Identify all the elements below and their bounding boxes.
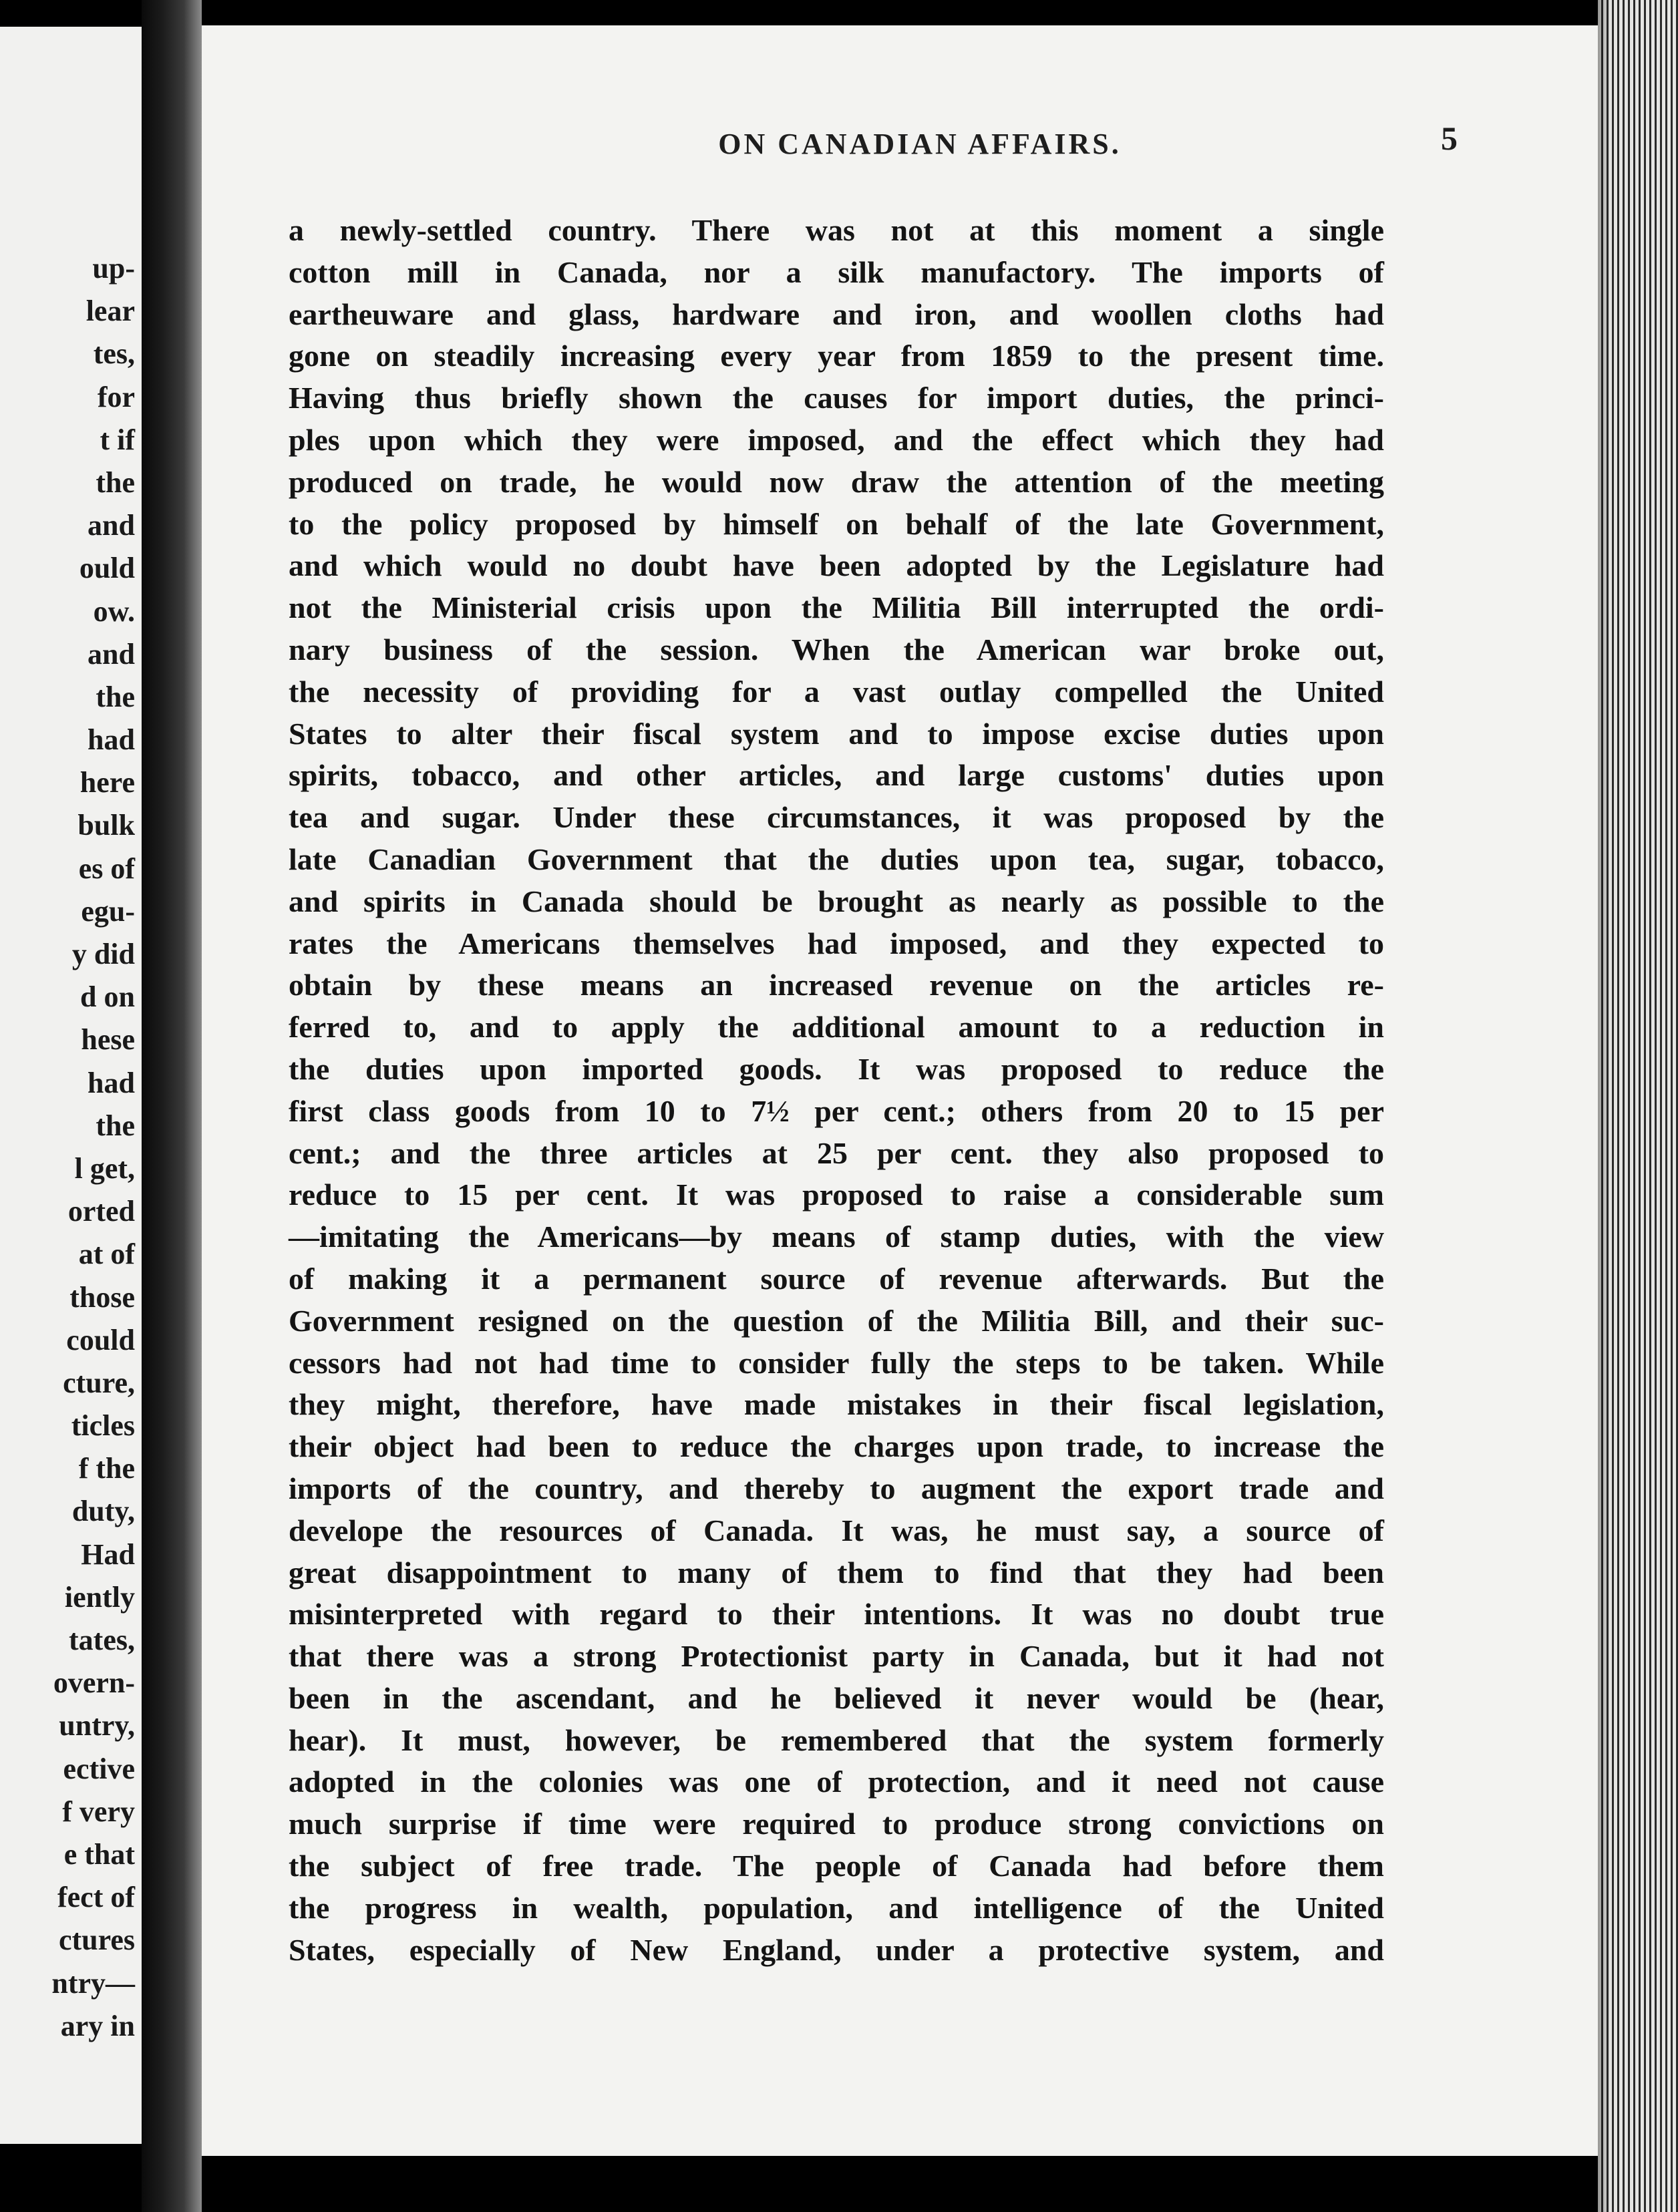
previous-page-line: the xyxy=(96,680,135,713)
previous-page-fragment xyxy=(0,27,142,2144)
text-line: develope the resources of Canada. It was, he must say, a source of xyxy=(289,1513,1384,1547)
book-gutter xyxy=(142,0,202,2212)
text-line: and which would no doubt have been adopted by the Legislature had xyxy=(289,548,1384,583)
text-line: the duties upon imported goods. It was proposed to reduce the xyxy=(289,1051,1384,1086)
text-line: that there was a strong Protectionist party in Canada, but it had not xyxy=(289,1639,1384,1674)
text-line: cent.; and the three articles at 25 per cent. they also proposed to xyxy=(289,1135,1384,1170)
previous-page-line: es of xyxy=(78,852,135,885)
previous-page-line: e that xyxy=(63,1837,135,1871)
previous-page-line: for xyxy=(97,380,135,413)
previous-page-line: ntry— xyxy=(51,1966,135,2000)
previous-page-line: up- xyxy=(92,252,135,285)
previous-page-line: hese xyxy=(81,1023,135,1057)
text-line: great disappointment to many of them to find that they had been xyxy=(289,1555,1384,1590)
text-line: ples upon which they were imposed, and the effect which they had xyxy=(289,422,1384,457)
previous-page-line: ctures xyxy=(58,1923,135,1957)
previous-page-line: and xyxy=(88,509,135,542)
previous-page-line: the xyxy=(96,466,135,499)
text-line: to the policy proposed by himself on behalf of the late Government, xyxy=(289,506,1384,541)
previous-page-line: ow. xyxy=(93,594,135,628)
previous-page-line: duty, xyxy=(71,1495,135,1528)
text-line: not the Ministerial crisis upon the Militia Bill interrupted the ordi- xyxy=(289,590,1384,625)
previous-page-line: could xyxy=(66,1323,135,1356)
previous-page-line: fect of xyxy=(57,1881,135,1914)
text-line: obtain by these means an increased revenue on the articles re- xyxy=(289,968,1384,1002)
previous-page-line: Had xyxy=(81,1537,135,1571)
text-line: first class goods from 10 to 7½ per cent.; others from 20 to 15 per xyxy=(289,1093,1384,1128)
previous-page-line: untry, xyxy=(59,1709,135,1742)
previous-page-line: ective xyxy=(63,1752,135,1785)
previous-page-line: egu- xyxy=(81,894,135,928)
previous-page-line: ary in xyxy=(60,2009,135,2042)
text-line: produced on trade, he would now draw the attention of the meeting xyxy=(289,464,1384,499)
text-line: nary business of the session. When the American war broke out, xyxy=(289,632,1384,667)
previous-page-line: had xyxy=(88,1066,135,1099)
text-line: late Canadian Government that the duties upon tea, sugar, tobacco, xyxy=(289,842,1384,876)
text-line: reduce to 15 per cent. It was proposed to raise a considerable sum xyxy=(289,1177,1384,1212)
previous-page-text xyxy=(51,247,135,2048)
previous-page-line: ould xyxy=(79,552,135,585)
running-head: ON CANADIAN AFFAIRS. xyxy=(718,128,1122,160)
previous-page-line: had xyxy=(88,723,135,757)
text-line: gone on steadily increasing every year from 1859 to the present time. xyxy=(289,339,1384,373)
previous-page-line: orted xyxy=(67,1195,135,1228)
text-line: of making it a permanent source of revenue afterwards. But the xyxy=(289,1261,1384,1296)
previous-page-line: the xyxy=(96,1109,135,1142)
text-line: much surprise if time were required to produce strong convictions on xyxy=(289,1807,1384,1841)
body-text xyxy=(289,210,1384,1971)
text-line: —imitating the Americans—by means of stamp duties, with the view xyxy=(289,1220,1384,1254)
previous-page-line: lear xyxy=(86,295,135,328)
previous-page-line: tes, xyxy=(93,337,135,371)
text-line: cessors had not had time to consider fully the steps to be taken. While xyxy=(289,1345,1384,1380)
text-line: been in the ascendant, and he believed it never would be (hear, xyxy=(289,1680,1384,1715)
text-line: hear). It must, however, be remembered that the system formerly xyxy=(289,1722,1384,1757)
text-line: States to alter their fiscal system and to impose excise duties upon xyxy=(289,716,1384,751)
page xyxy=(202,25,1598,2156)
previous-page-line: l get, xyxy=(74,1151,135,1185)
text-line: the progress in wealth, population, and intelligence of the United xyxy=(289,1890,1384,1925)
previous-page-line: iently xyxy=(64,1580,135,1614)
previous-page-line: ticles xyxy=(71,1409,135,1443)
text-line: the necessity of providing for a vast outlay compelled the United xyxy=(289,674,1384,709)
text-line: the subject of free trade. The people of Canada had before them xyxy=(289,1849,1384,1883)
text-line: cotton mill in Canada, nor a silk manufactory. The imports of xyxy=(289,254,1384,289)
text-line: and spirits in Canada should be brought as nearly as possible to the xyxy=(289,884,1384,918)
text-line: imports of the country, and thereby to augment the export trade and xyxy=(289,1471,1384,1505)
text-line: their object had been to reduce the charges upon trade, to increase the xyxy=(289,1429,1384,1464)
text-line: States, especially of New England, under a protective system, and xyxy=(289,1932,1384,1967)
text-line: tea and sugar. Under these circumstances, it was proposed by the xyxy=(289,800,1384,835)
previous-page-line: those xyxy=(69,1280,135,1314)
previous-page-line: at of xyxy=(78,1238,135,1271)
text-line: adopted in the colonies was one of protection, and it need not cause xyxy=(289,1765,1384,1799)
text-line: spirits, tobacco, and other articles, and large customs' duties upon xyxy=(289,758,1384,793)
previous-page-line: overn- xyxy=(53,1666,135,1700)
previous-page-line: t if xyxy=(100,423,135,456)
page-edges-shadow xyxy=(1598,0,1611,2212)
previous-page-line: bulk xyxy=(77,809,135,842)
text-line: Having thus briefly shown the causes for import duties, the princi- xyxy=(289,381,1384,415)
text-line: they might, therefore, have made mistakes in their fiscal legislation, xyxy=(289,1387,1384,1422)
previous-page-line: here xyxy=(79,766,135,799)
text-line: misinterpreted with regard to their intentions. It was no doubt true xyxy=(289,1597,1384,1632)
previous-page-line: tates, xyxy=(69,1624,135,1656)
previous-page-line: f very xyxy=(62,1795,135,1828)
page-number: 5 xyxy=(1441,120,1458,157)
text-line: a newly-settled country. There was not at this moment a single xyxy=(289,213,1384,247)
text-line: eartheuware and glass, hardware and iron, and woollen cloths had xyxy=(289,297,1384,331)
previous-page-line: cture, xyxy=(63,1366,135,1399)
previous-page-line: f the xyxy=(78,1452,135,1485)
text-line: rates the Americans themselves had imposed, and they expected to xyxy=(289,926,1384,960)
previous-page-line: and xyxy=(88,637,135,671)
previous-page-line: d on xyxy=(80,980,135,1014)
text-line: ferred to, and to apply the additional amount to a reduction in xyxy=(289,1010,1384,1045)
text-line: Government resigned on the question of the Militia Bill, and their suc- xyxy=(289,1303,1384,1338)
previous-page-line: y did xyxy=(71,938,135,970)
